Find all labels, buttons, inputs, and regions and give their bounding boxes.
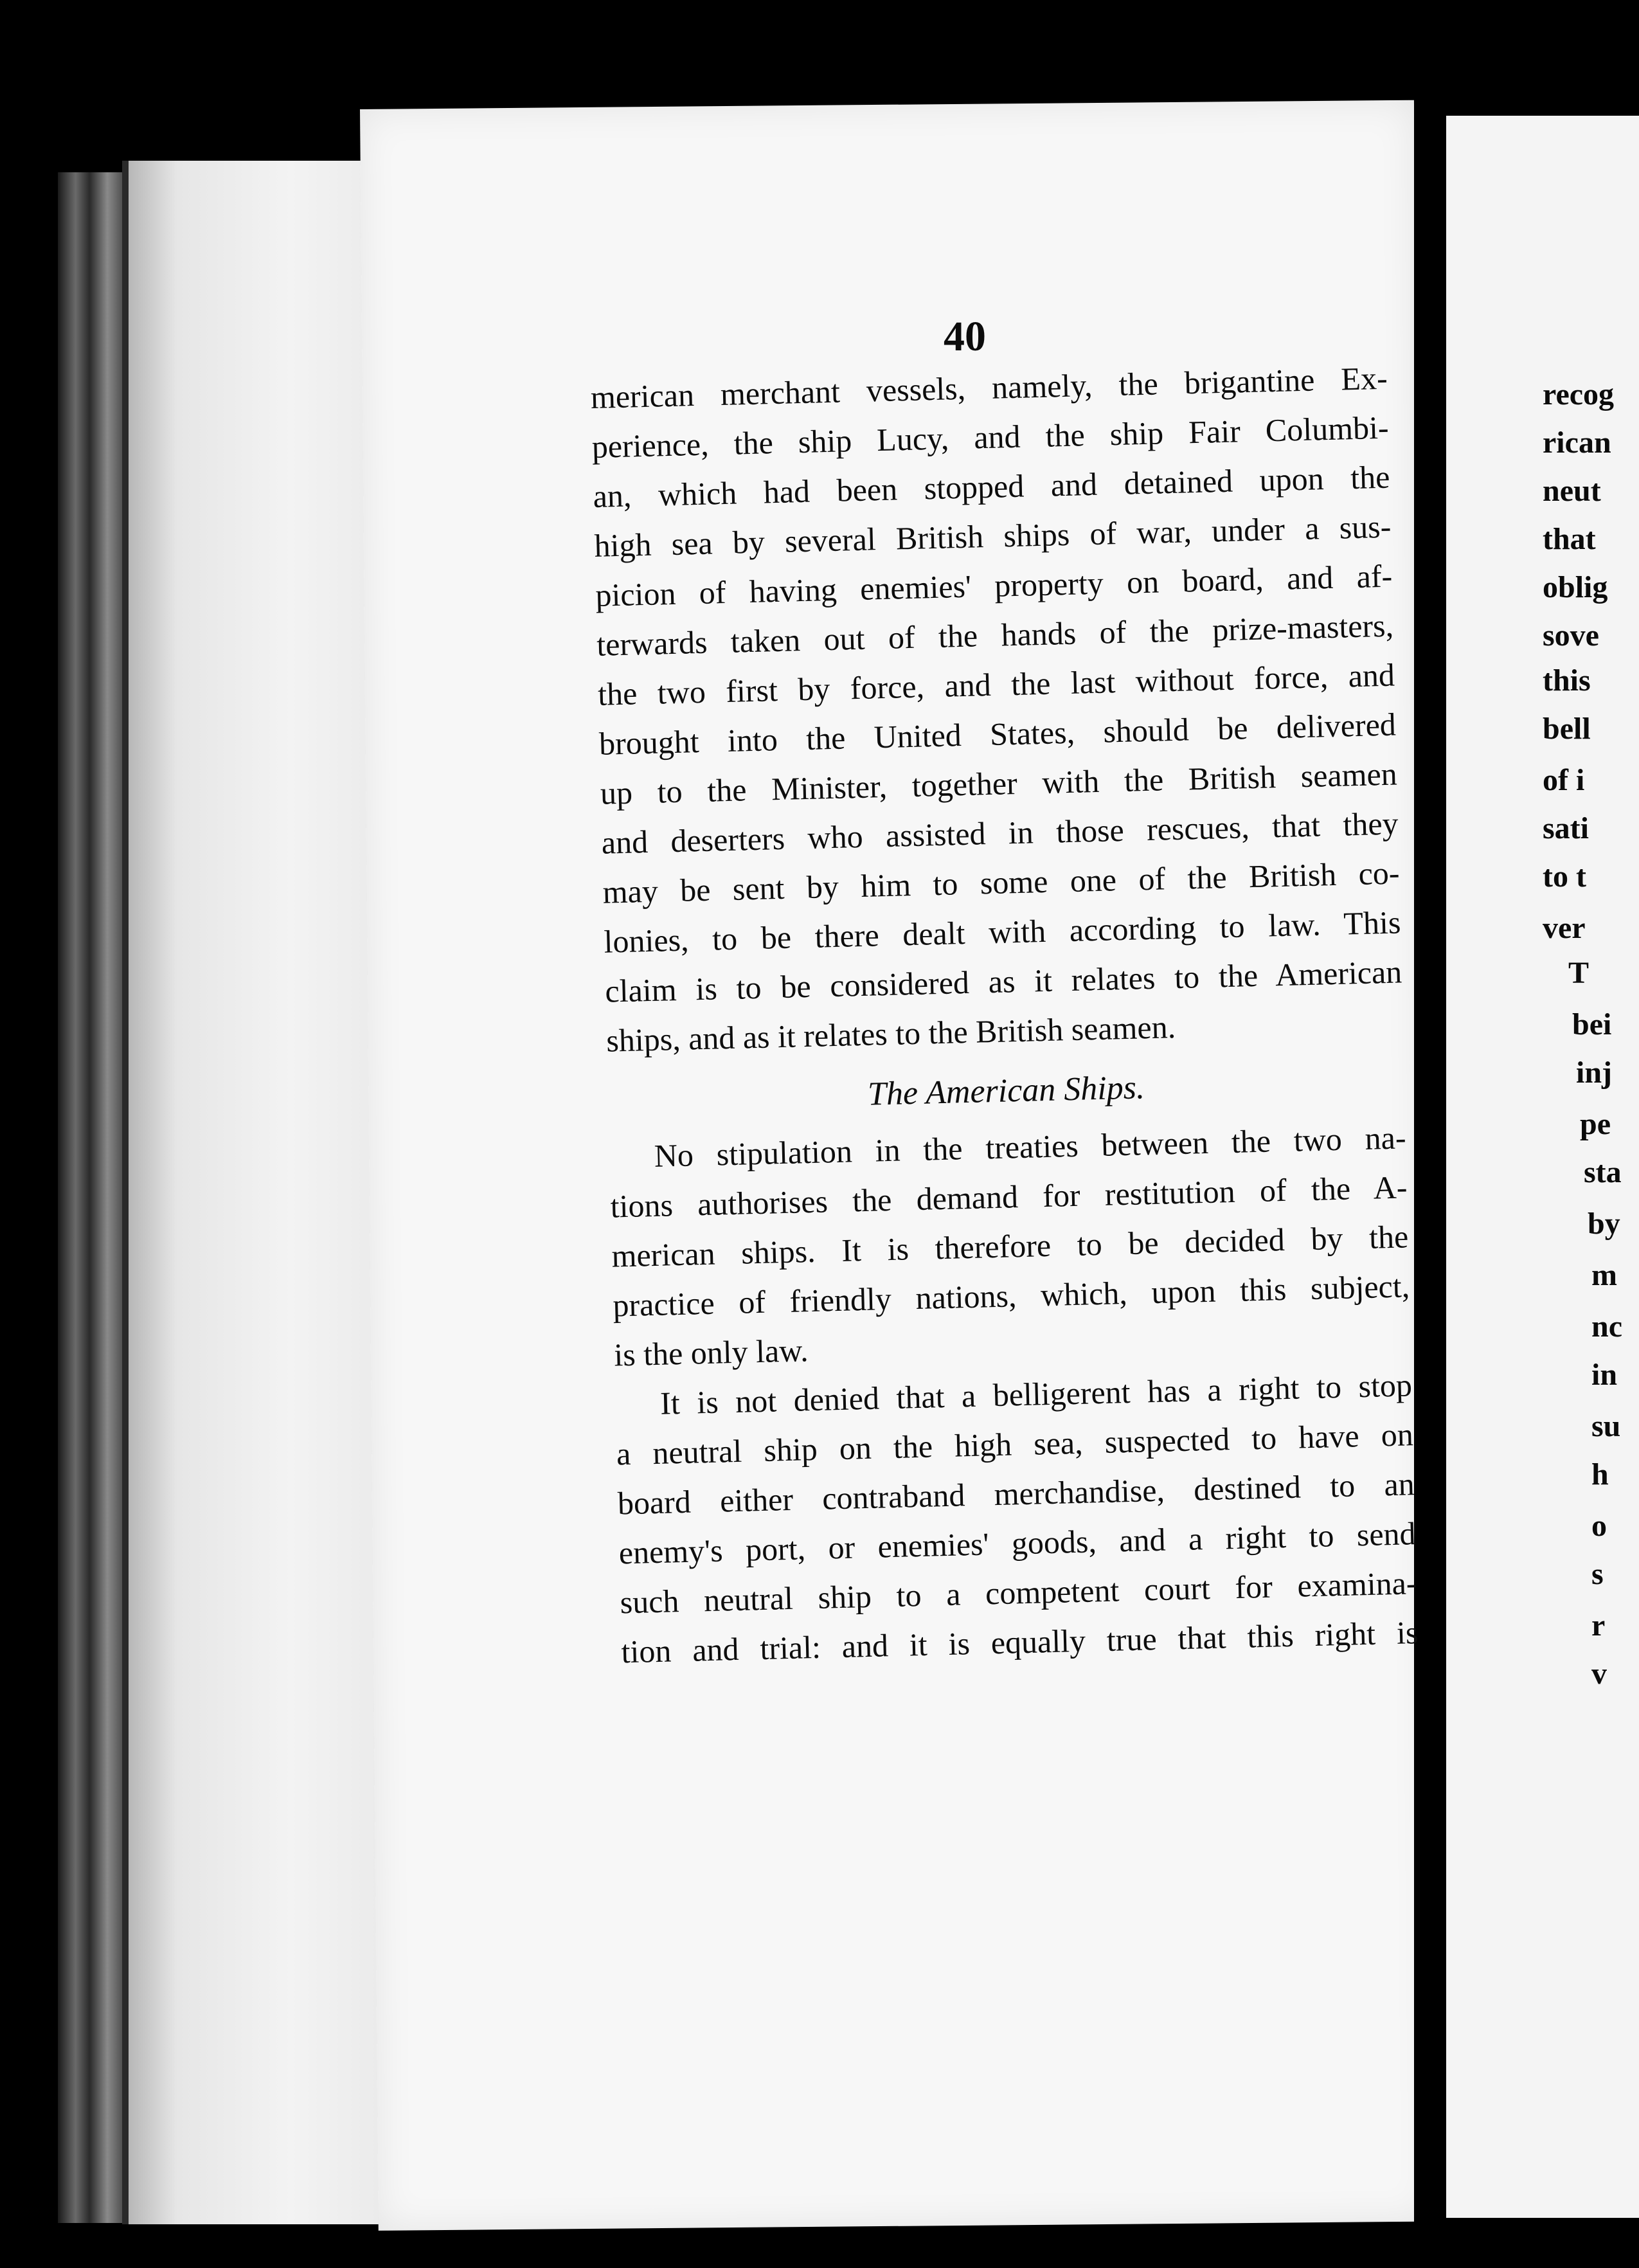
facing-page-text-fragment: of i <box>1543 763 1585 797</box>
torn-leaf-edge <box>58 172 129 2223</box>
paragraph-claim <box>590 354 1404 1066</box>
text-line: perience, the ship Lucy, and the ship Fair Columbi- <box>591 409 1390 465</box>
text-line: claim is to be considered as it relates to the American <box>604 953 1402 1009</box>
text-line: merican ships. It is therefore to be decided by the <box>611 1218 1409 1274</box>
text-line: practice of friendly nations, which, upon this subject, <box>612 1268 1410 1324</box>
text-line: high sea by several British ships of war, under a sus- <box>593 508 1392 564</box>
facing-page-text-fragment: recog <box>1543 377 1615 411</box>
facing-page-text-fragment: pe <box>1580 1107 1611 1141</box>
facing-page-text-fragment: h <box>1591 1457 1609 1491</box>
paragraph-stipulation <box>609 1113 1411 1380</box>
facing-page-text-fragment: sove <box>1543 618 1599 652</box>
facing-page-text-fragment: r <box>1591 1608 1606 1643</box>
facing-page-text-fragment: oblig <box>1543 570 1608 604</box>
text-line: lonies, to be there dealt with according to law. This <box>603 904 1401 960</box>
previous-leaf-margin <box>122 161 399 2224</box>
text-line: It is not denied that a belligerent has a right to stop <box>659 1367 1413 1421</box>
text-line: the two first by force, and the last without force, and <box>597 656 1395 712</box>
text-line: tion and trial: and it is equally true that this right is <box>620 1614 1419 1670</box>
facing-page-text-fragment: inj <box>1576 1056 1613 1090</box>
facing-page-text-fragment: to t <box>1543 860 1586 894</box>
page-number: 40 <box>944 313 986 360</box>
facing-page-text-fragment: m <box>1591 1258 1617 1292</box>
facing-page-text-fragment: v <box>1591 1657 1607 1691</box>
text-line: an, which had been stopped and detained upon the <box>593 458 1391 514</box>
text-line: is the only law. <box>613 1332 809 1373</box>
text-line: picion of having enemies' property on board, and af- <box>595 557 1393 613</box>
text-line: ships, and as it relates to the British seamen. <box>605 1009 1176 1059</box>
text-line: terwards taken out of the hands of the prize-masters, <box>596 607 1394 663</box>
text-line: merican merchant vessels, namely, the brigantine Ex- <box>590 359 1388 415</box>
text-line: board either contraband merchandise, destined to an <box>617 1466 1415 1522</box>
facing-page-text-fragment: neut <box>1543 474 1601 508</box>
facing-page-text-fragment: ver <box>1543 911 1586 945</box>
text-line: No stipulation in the treaties between the two na- <box>654 1119 1407 1174</box>
facing-page-text-fragment: su <box>1591 1409 1621 1443</box>
facing-page-text-fragment: in <box>1591 1358 1618 1392</box>
facing-page-text-fragment: sati <box>1543 811 1589 845</box>
page-body-text <box>590 354 1419 1677</box>
text-line: tions authorises the demand for restitution of the A- <box>610 1169 1408 1225</box>
text-line: a neutral ship on the high sea, suspected to have on <box>616 1416 1414 1472</box>
facing-page-text-fragment: this <box>1543 663 1591 698</box>
facing-page-text-fragment: that <box>1543 522 1596 556</box>
text-line: enemy's port, or enemies' goods, and a right to send <box>618 1515 1417 1571</box>
text-line: such neutral ship to a competent court for examina- <box>620 1565 1418 1621</box>
text-line: and deserters who assisted in those rescues, that they <box>601 805 1399 861</box>
section-heading: The American Ships. <box>867 1069 1145 1113</box>
paragraph-belligerent-right <box>614 1360 1419 1677</box>
facing-page-text-fragment: bell <box>1543 712 1591 746</box>
facing-page-text-fragment: bei <box>1572 1007 1612 1041</box>
facing-page-fragment <box>1446 116 1639 2218</box>
facing-page-text-fragment: T <box>1568 956 1590 990</box>
facing-page-text-fragment: by <box>1588 1207 1620 1241</box>
text-line: may be sent by him to some one of the British co- <box>602 854 1401 910</box>
text-line: up to the Minister, together with the British seamen <box>600 755 1398 811</box>
facing-page-text-fragment: rican <box>1543 426 1611 460</box>
facing-page-text-fragment: sta <box>1584 1155 1622 1189</box>
text-line: brought into the United States, should be delivered <box>598 706 1397 762</box>
facing-page-text-fragment: o <box>1591 1509 1607 1543</box>
facing-page-text-fragment: nc <box>1591 1310 1622 1344</box>
facing-page-text-fragment: s <box>1591 1557 1604 1591</box>
